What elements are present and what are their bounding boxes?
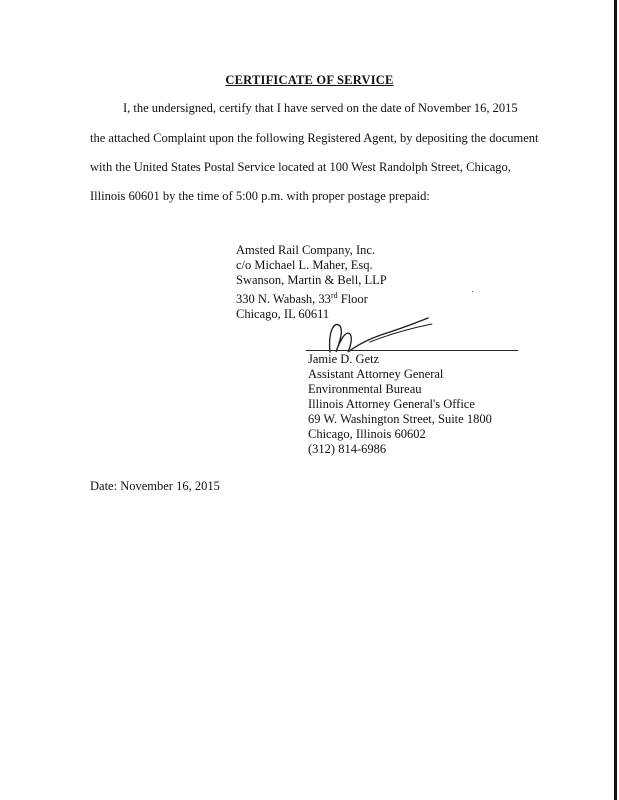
signer-city: Chicago, Illinois 60602 xyxy=(308,427,426,441)
recipient-street xyxy=(236,288,387,307)
body-line-4: Illinois 60601 by the time of 5:00 p.m. with proper postage prepaid: xyxy=(90,189,430,203)
recipient-attention: c/o Michael L. Maher, Esq. xyxy=(236,258,373,272)
street-superscript: rd xyxy=(330,291,338,300)
scan-edge xyxy=(614,0,617,800)
street-prefix: 330 N. Wabash, 33 xyxy=(236,292,331,307)
recipient-address xyxy=(236,243,387,322)
signer-title: Assistant Attorney General xyxy=(308,367,444,381)
signer-name: Jamie D. Getz xyxy=(308,352,380,366)
body-line-1: I, the undersigned, certify that I have served on the date of November 16, 2015 xyxy=(123,101,518,115)
scan-speck xyxy=(472,291,473,292)
signer-office: Illinois Attorney General's Office xyxy=(308,397,475,411)
body-line-3: with the United States Postal Service located at 100 West Randolph Street, Chicago, xyxy=(90,160,511,174)
signer-phone: (312) 814-6986 xyxy=(308,442,387,456)
signer-address: 69 W. Washington Street, Suite 1800 xyxy=(308,412,492,426)
signer-bureau: Environmental Bureau xyxy=(308,382,422,396)
signature-line xyxy=(306,350,518,351)
recipient-name: Amsted Rail Company, Inc. xyxy=(236,243,376,257)
recipient-firm: Swanson, Martin & Bell, LLP xyxy=(236,273,387,287)
date-line: Date: November 16, 2015 xyxy=(90,479,220,493)
signer-block xyxy=(308,352,492,457)
document-title: CERTIFICATE OF SERVICE xyxy=(225,73,394,87)
body-line-2: the attached Complaint upon the following Registered Agent, by depositing the document xyxy=(90,131,539,145)
recipient-city: Chicago, IL 60611 xyxy=(236,307,330,322)
street-suffix: Floor xyxy=(337,292,368,307)
